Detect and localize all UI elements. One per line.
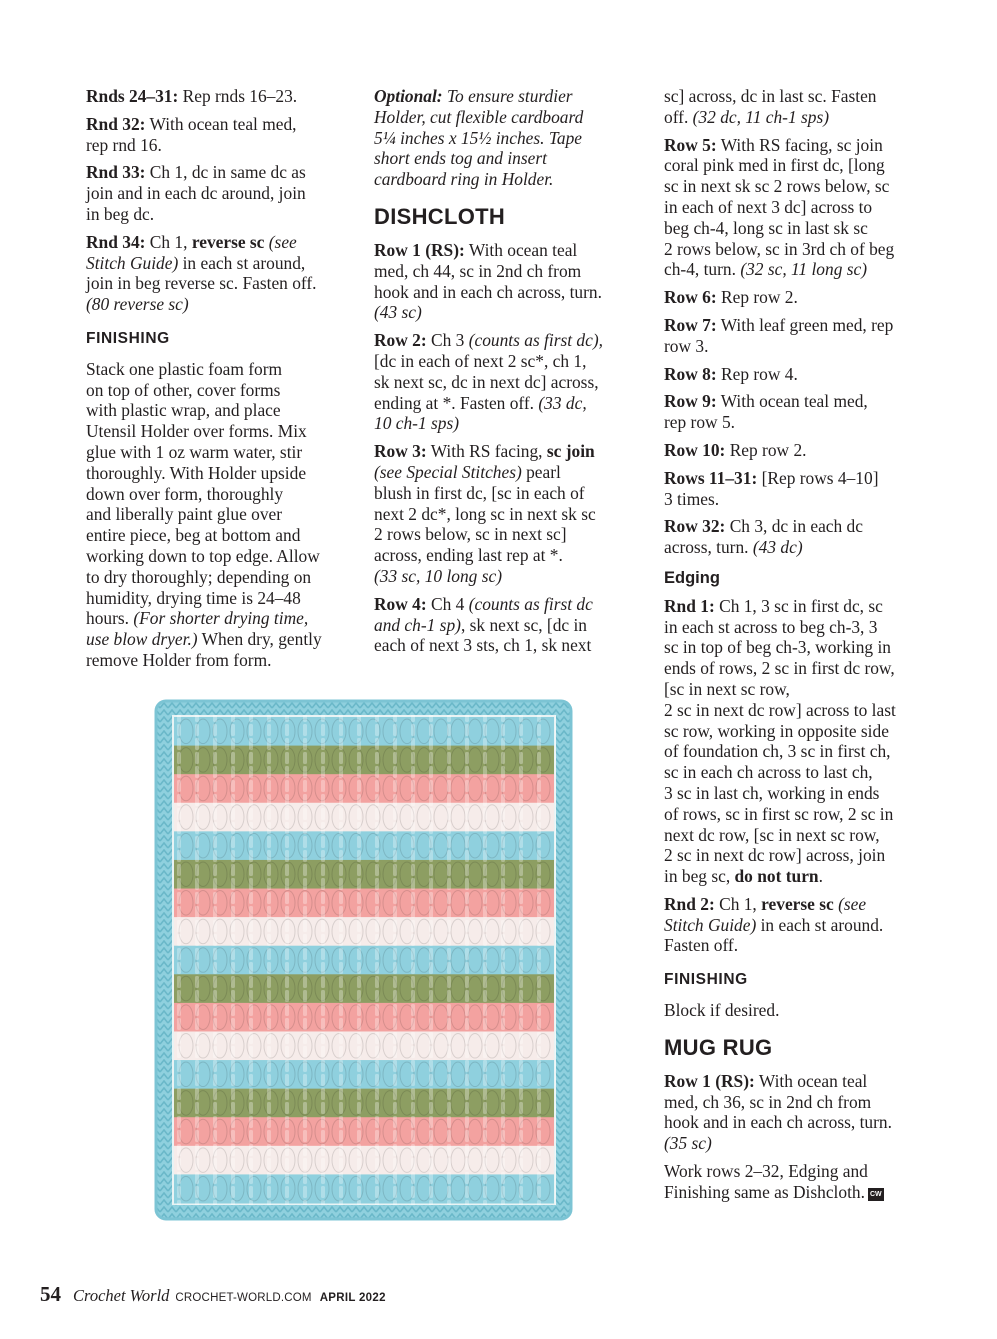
row-8: Row 8: Rep row 4.	[664, 363, 798, 384]
page-footer	[40, 1282, 386, 1307]
row-32: Row 32: Ch 3, dc in each dc across, turn. (43 dc)	[664, 516, 863, 558]
finishing-text-2: Block if desired.	[664, 1000, 780, 1021]
row-3: Row 3: With RS facing, sc join (see Special Stitches) pearl blush in first dc, [sc in each of next 2 dc*, long sc in next sk sc 2 rows below, sc in next sc] across, ending last rep at *. (33 sc, 10 long sc)	[374, 441, 596, 586]
website: CROCHET-WORLD.COM	[175, 1292, 312, 1304]
finishing-heading: FINISHING	[86, 329, 170, 347]
mug-rug-heading: MUG RUG	[664, 1034, 773, 1060]
finishing-text: Stack one plastic foam form on top of other, cover forms with plastic wrap, and place Utensil Holder over forms. Mix glue with 1 oz warm water, stir thoroughly. With Holder upside down over form, thoroughly and liberally paint glue over entire piece, beg at bottom and working down to top edge. Allow to dry thoroughly; depending on humidity, drying time is 24–48 hours. (For shorter drying time, use blow dryer.) When dry, gently remove Holder from form.	[86, 358, 322, 670]
row-9: Row 9: With ocean teal med, rep row 5.	[664, 391, 868, 433]
row-2: Row 2: Ch 3 (counts as first dc), [dc in each of next 2 sc*, ch 1, sk next sc, dc in next dc] across, ending at *. Fasten off. (33 dc, 10 ch-1 sps)	[374, 330, 603, 434]
edging-rnd-2: Rnd 2: Ch 1, reverse sc (see Stitch Guide) in each st around. Fasten off.	[664, 893, 884, 956]
rnd-33: Rnd 33: Ch 1, dc in same dc as join and in each dc around, join in beg dc.	[86, 162, 306, 224]
column-2	[374, 86, 646, 663]
issue-date: APRIL 2022	[319, 1292, 386, 1304]
column-1	[86, 86, 358, 678]
row-4: Row 4: Ch 4 (counts as first dc and ch-1 sp), sk next sc, [dc in each of next 3 sts, ch 1, sk next	[374, 593, 593, 656]
row-7: Row 7: With leaf green med, rep row 3.	[664, 314, 894, 356]
magazine-name: Crochet World	[73, 1286, 170, 1305]
dishcloth-photo	[152, 695, 577, 1225]
row-6: Row 6: Rep row 2.	[664, 287, 798, 308]
row-10: Row 10: Rep row 2.	[664, 439, 807, 460]
mug-rug-row-1: Row 1 (RS): With ocean teal med, ch 36, sc in 2nd ch from hook and in each ch across, turn. (35 sc)	[664, 1070, 892, 1154]
dishcloth-heading: DISHCLOTH	[374, 203, 506, 229]
row-1: Row 1 (RS): With ocean teal med, ch 44, sc in 2nd ch from hook and in each ch across, turn. (43 sc)	[374, 239, 602, 323]
edging-rnd-1: Rnd 1: Ch 1, 3 sc in first dc, sc in each st across to beg ch-3, 3 sc in top of beg ch-3, working in ends of rows, 2 sc in first dc row, [sc in next sc row, 2 sc in next dc row] across to last sc row, working in opposite side of foundation ch, 3 sc in first ch, sc in each ch across to last ch, 3 sc in last ch, working in ends of rows, sc in first sc row, 2 sc in next dc row, [sc in next sc row, 2 sc in next dc row] across, join in beg sc, do not turn.	[664, 595, 896, 887]
mug-rug-rows: Work rows 2–32, Edging and Finishing same as Dishcloth. CW	[664, 1161, 882, 1202]
row-5: Row 5: With RS facing, sc join coral pink med in first dc, [long sc in next sk sc 2 rows below, sc in each of next 3 dc] across to beg ch-4, long sc in last sk sc 2 rows below, sc in 3rd ch of beg ch-4, turn. (32 sc, 11 long sc)	[664, 134, 895, 280]
end-mark-icon: CW	[868, 1188, 884, 1201]
rnd-34: Rnd 34: Ch 1, reverse sc (see Stitch Guide) in each st around, join in beg reverse sc. Fasten off. (80 reverse sc)	[86, 231, 317, 315]
column-3	[664, 86, 939, 1210]
row-4-continued: sc] across, dc in last sc. Fasten off. (32 dc, 11 ch-1 sps)	[664, 86, 877, 127]
rnds-24-31: Rnds 24–31: Rep rnds 16–23.	[86, 86, 298, 106]
optional-note: Optional: To ensure sturdier Holder, cut flexible cardboard 5¼ inches x 15½ inches. Tape short ends tog and insert cardboard ring in Holder.	[374, 86, 584, 190]
page-number: 54	[40, 1282, 61, 1306]
rows-11-31: Rows 11–31: [Rep rows 4–10] 3 times.	[664, 467, 879, 509]
edging-heading: Edging	[664, 568, 720, 587]
rnd-32: Rnd 32: With ocean teal med, rep rnd 16.	[86, 113, 297, 155]
finishing-heading-2: FINISHING	[664, 971, 748, 989]
